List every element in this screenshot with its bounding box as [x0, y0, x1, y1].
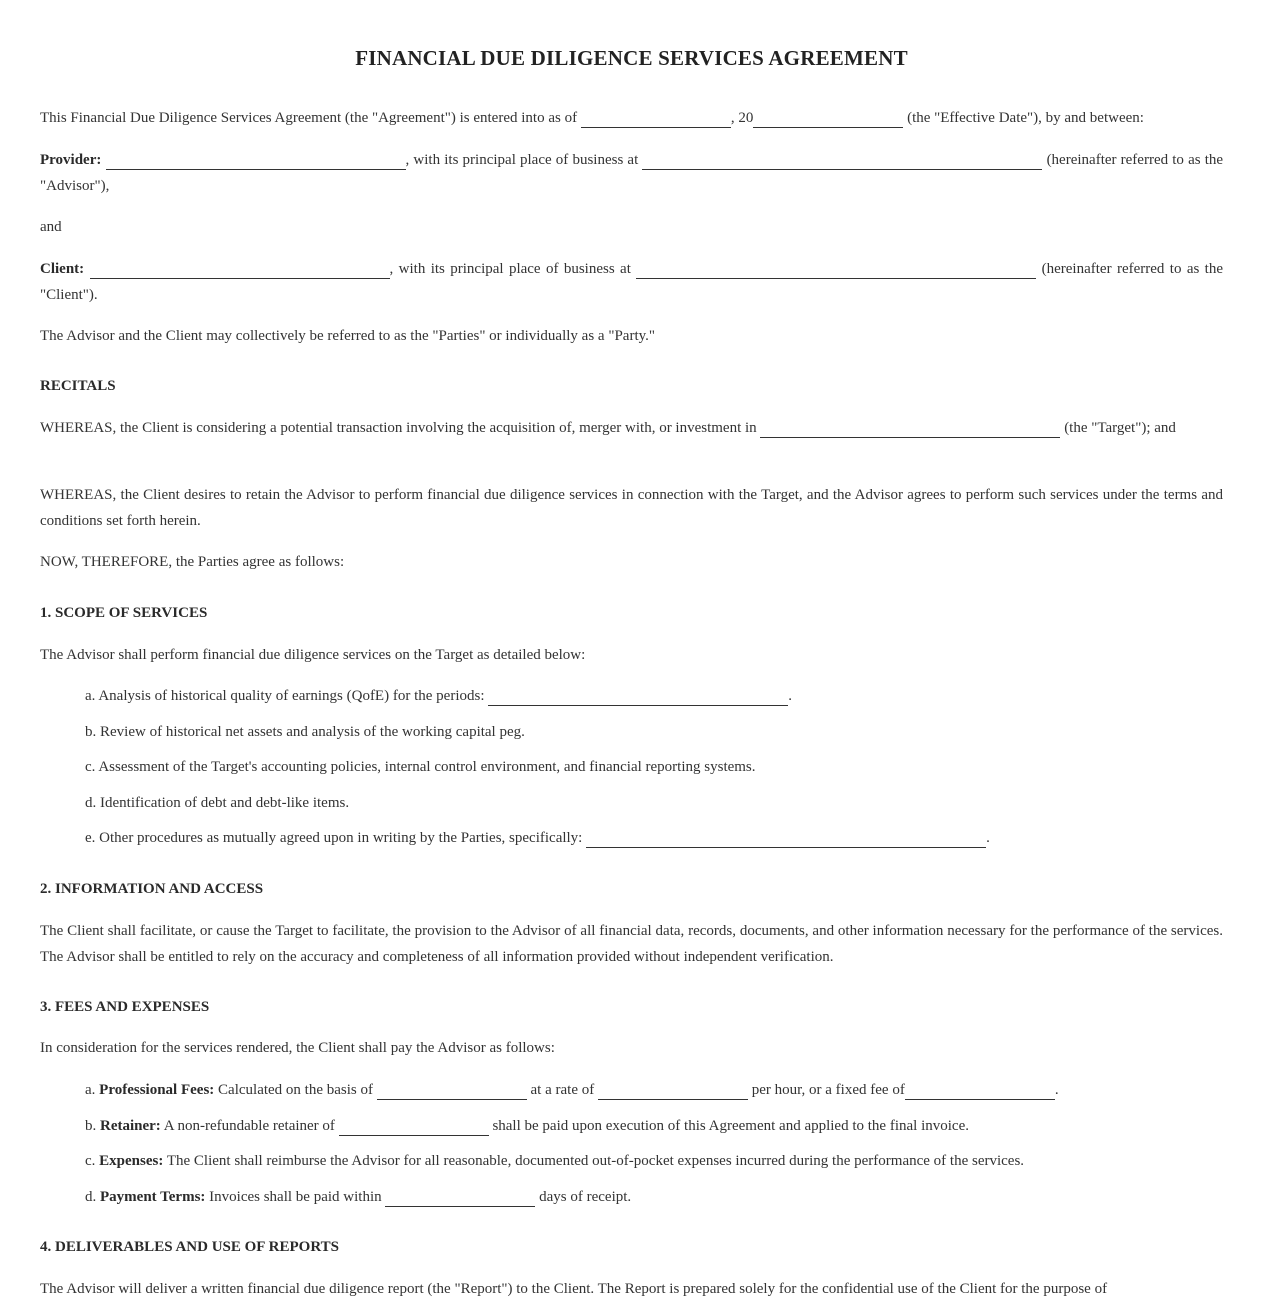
fee-basis-blank[interactable]	[377, 1083, 527, 1100]
fees-item-b-text: A non-refundable retainer of	[163, 1118, 335, 1134]
fees-item-a-fixed-text: per hour, or a fixed fee of	[751, 1082, 905, 1098]
scope-item-c: c. Assessment of the Target's accounting policies, internal control environment, and financial reporting systems.	[85, 759, 756, 775]
qofe-periods-blank[interactable]	[488, 689, 788, 706]
intro-paragraph	[40, 105, 1223, 131]
fees-item-d-text: Invoices shall be paid within	[209, 1189, 382, 1205]
scope-item-a	[85, 683, 792, 709]
agreement-document	[40, 0, 1224, 1297]
fees-item-a	[85, 1077, 1059, 1103]
professional-fees-label: Professional Fees:	[99, 1082, 215, 1098]
provider-name-blank[interactable]	[106, 153, 406, 170]
section-3-heading: 3. FEES AND EXPENSES	[40, 999, 210, 1015]
fees-item-d-text-end: days of receipt.	[539, 1189, 632, 1205]
provider-paragraph	[40, 147, 1223, 199]
scope-item-e-text: e. Other procedures as mutually agreed upon in writing by the Parties, specifically:	[85, 830, 583, 846]
now-therefore: NOW, THEREFORE, the Parties agree as follows:	[40, 554, 345, 570]
section-4-heading: 4. DELIVERABLES AND USE OF REPORTS	[40, 1239, 339, 1255]
other-procedures-blank[interactable]	[586, 831, 986, 848]
fees-item-b-text-end: shall be paid upon execution of this Agreement and applied to the final invoice.	[492, 1118, 969, 1134]
intro-text-end: (the "Effective Date"), by and between:	[907, 110, 1144, 126]
provider-label: Provider:	[40, 152, 102, 168]
payment-days-blank[interactable]	[385, 1190, 535, 1207]
effective-year-blank[interactable]	[753, 111, 903, 128]
scope-item-d: d. Identification of debt and debt-like items.	[85, 795, 350, 811]
fees-item-a-prefix: a.	[85, 1082, 96, 1098]
whereas-1-text-end: (the "Target"); and	[1064, 420, 1176, 436]
provider-text-end: (hereinafter referred to as the "Advisor"),	[40, 152, 1224, 194]
payment-terms-label: Payment Terms:	[100, 1189, 206, 1205]
whereas-1-text: WHEREAS, the Client is considering a potential transaction involving the acquisition of, merger with, or investment in	[40, 420, 757, 436]
hourly-rate-blank[interactable]	[598, 1083, 748, 1100]
fees-item-a-end: .	[1054, 1082, 1059, 1098]
retainer-label: Retainer:	[100, 1118, 161, 1134]
whereas-2: WHEREAS, the Client desires to retain the Advisor to perform financial due diligence services in connection with the Target, and the Advisor agrees to perform such services under the terms and conditions set forth herein.	[40, 487, 1223, 529]
section-1-heading: 1. SCOPE OF SERVICES	[40, 605, 208, 621]
expenses-label: Expenses:	[99, 1153, 164, 1169]
intro-text: This Financial Due Diligence Services Agreement (the "Agreement") is entered into as of	[40, 110, 578, 126]
scope-item-e-end: .	[986, 830, 990, 846]
target-name-blank[interactable]	[760, 421, 1060, 438]
fees-item-d	[85, 1184, 631, 1210]
scope-item-a-end: .	[788, 688, 792, 704]
fees-item-b	[85, 1113, 969, 1139]
fees-item-a-rate-text: at a rate of	[530, 1082, 595, 1098]
whereas-1	[40, 415, 1223, 441]
recitals-heading: RECITALS	[40, 378, 116, 394]
scope-item-e	[85, 825, 990, 851]
section-1-intro: The Advisor shall perform financial due diligence services on the Target as detailed below:	[40, 647, 586, 663]
document-title: FINANCIAL DUE DILIGENCE SERVICES AGREEMENT	[355, 46, 908, 70]
section-3-intro: In consideration for the services rendered, the Client shall pay the Advisor as follows:	[40, 1040, 555, 1056]
section-2-text: The Client shall facilitate, or cause the Target to facilitate, the provision to the Advisor of all financial data, records, documents, and other information necessary for the performance of the services. The Advisor shall be entitled to rely on the accuracy and completeness of all information provided without independent verification.	[40, 923, 1223, 965]
client-text-end: (hereinafter referred to as the "Client").	[40, 261, 1224, 303]
client-name-blank[interactable]	[90, 262, 390, 279]
effective-date-blank[interactable]	[581, 111, 731, 128]
and-text: and	[40, 219, 62, 235]
provider-address-blank[interactable]	[642, 153, 1042, 170]
client-label: Client:	[40, 261, 85, 277]
scope-item-a-text: a. Analysis of historical quality of earnings (QofE) for the periods:	[85, 688, 485, 704]
client-paragraph	[40, 256, 1223, 308]
section-4-text: The Advisor will deliver a written financial due diligence report (the "Report") to the Client. The Report is prepared solely for the confidential use of the Client for the purpose of	[40, 1281, 1108, 1297]
section-2-heading: 2. INFORMATION AND ACCESS	[40, 881, 264, 897]
intro-year-text: , 20	[730, 110, 754, 126]
parties-paragraph: The Advisor and the Client may collectively be referred to as the "Parties" or individually as a "Party."	[40, 328, 656, 344]
scope-item-b: b. Review of historical net assets and analysis of the working capital peg.	[85, 724, 525, 740]
retainer-amount-blank[interactable]	[339, 1119, 489, 1136]
client-text: , with its principal place of business at	[389, 261, 631, 277]
fees-item-c	[85, 1148, 1024, 1174]
fixed-fee-blank[interactable]	[905, 1083, 1055, 1100]
fees-item-b-prefix: b.	[85, 1118, 97, 1134]
fees-item-d-prefix: d.	[85, 1189, 97, 1205]
fees-item-a-text: Calculated on the basis of	[218, 1082, 374, 1098]
fees-item-c-prefix: c.	[85, 1153, 96, 1169]
client-address-blank[interactable]	[636, 262, 1036, 279]
provider-text: , with its principal place of business at	[405, 152, 639, 168]
fees-item-c-text: The Client shall reimburse the Advisor for all reasonable, documented out-of-pocket expenses incurred during the performance of the services.	[166, 1153, 1025, 1169]
